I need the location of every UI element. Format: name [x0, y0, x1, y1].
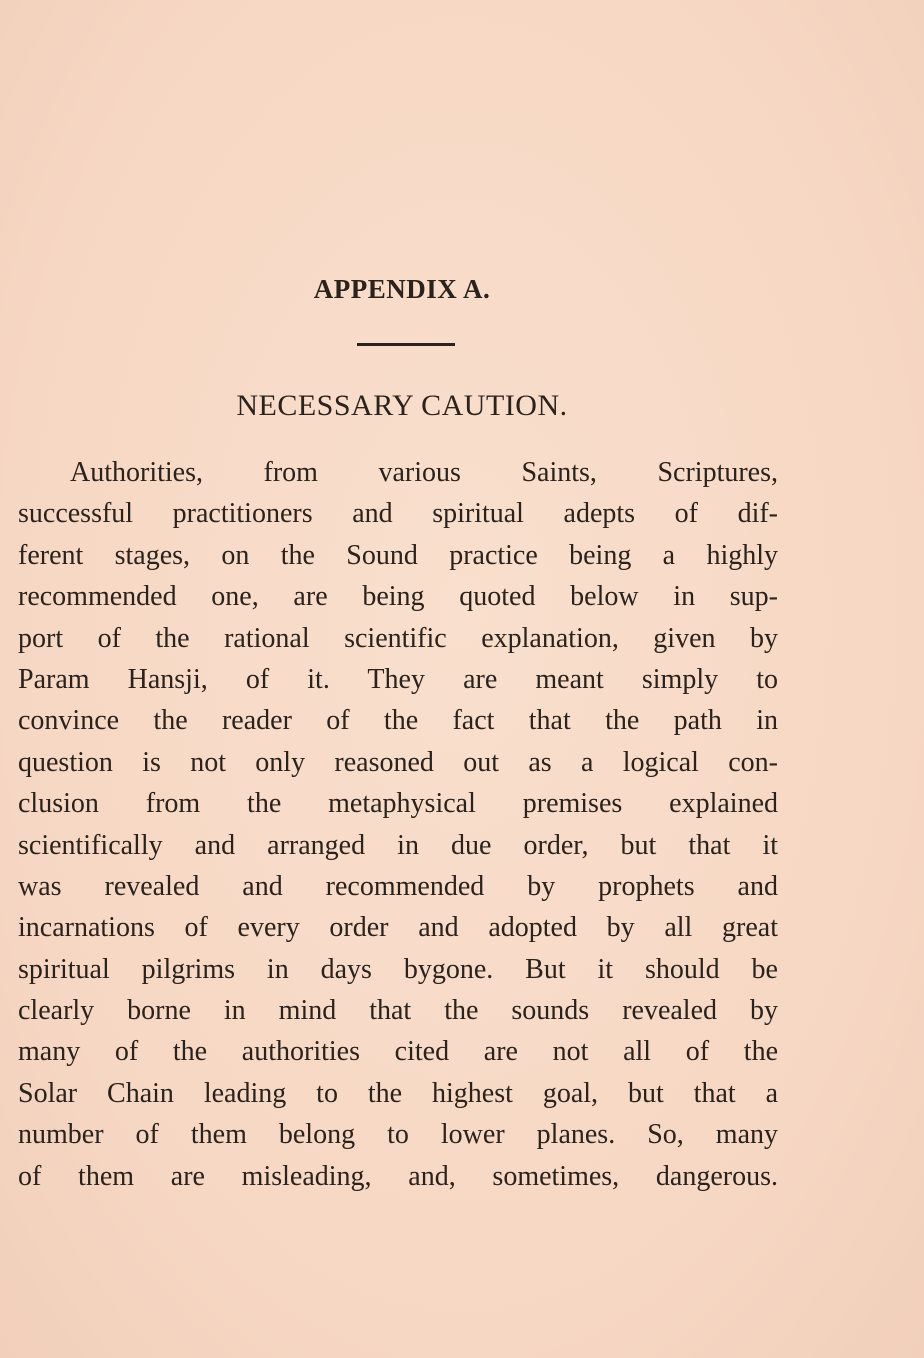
divider	[357, 343, 455, 346]
text-line: Authorities, from various Saints, Scriptures,	[70, 457, 778, 488]
text-line: spiritual pilgrims in days bygone. But it should be	[18, 953, 778, 985]
text-line: clearly borne in mind that the sounds revealed by	[18, 995, 778, 1027]
text-line: recommended one, are being quoted below in sup-	[18, 581, 778, 613]
text-line: scientifically and arranged in due order, but that it	[18, 829, 778, 861]
text-line: was revealed and recommended by prophets and	[18, 870, 778, 902]
text-line: ferent stages, on the Sound practice being a highly	[18, 539, 778, 571]
text-line: Solar Chain leading to the highest goal, but that a	[18, 1077, 778, 1109]
text-line: clusion from the metaphysical premises explained	[18, 788, 778, 820]
text-line: number of them belong to lower planes. So, many	[18, 1119, 778, 1151]
text-line: successful practitioners and spiritual adepts of dif-	[18, 498, 778, 530]
text-line: of them are misleading, and, sometimes, dangerous.	[18, 1160, 778, 1192]
appendix-heading: APPENDIX A.	[313, 274, 491, 304]
text-line: Param Hansji, of it. They are meant simply to	[18, 663, 778, 695]
section-title: NECESSARY CAUTION.	[236, 389, 568, 422]
body-paragraph	[18, 452, 778, 1197]
text-line: many of the authorities cited are not all of the	[18, 1036, 778, 1068]
text-line: question is not only reasoned out as a logical con-	[18, 746, 778, 778]
text-line: incarnations of every order and adopted by all great	[18, 912, 778, 944]
text-line: convince the reader of the fact that the path in	[18, 705, 778, 737]
text-line: port of the rational scientific explanation, given by	[18, 622, 778, 654]
